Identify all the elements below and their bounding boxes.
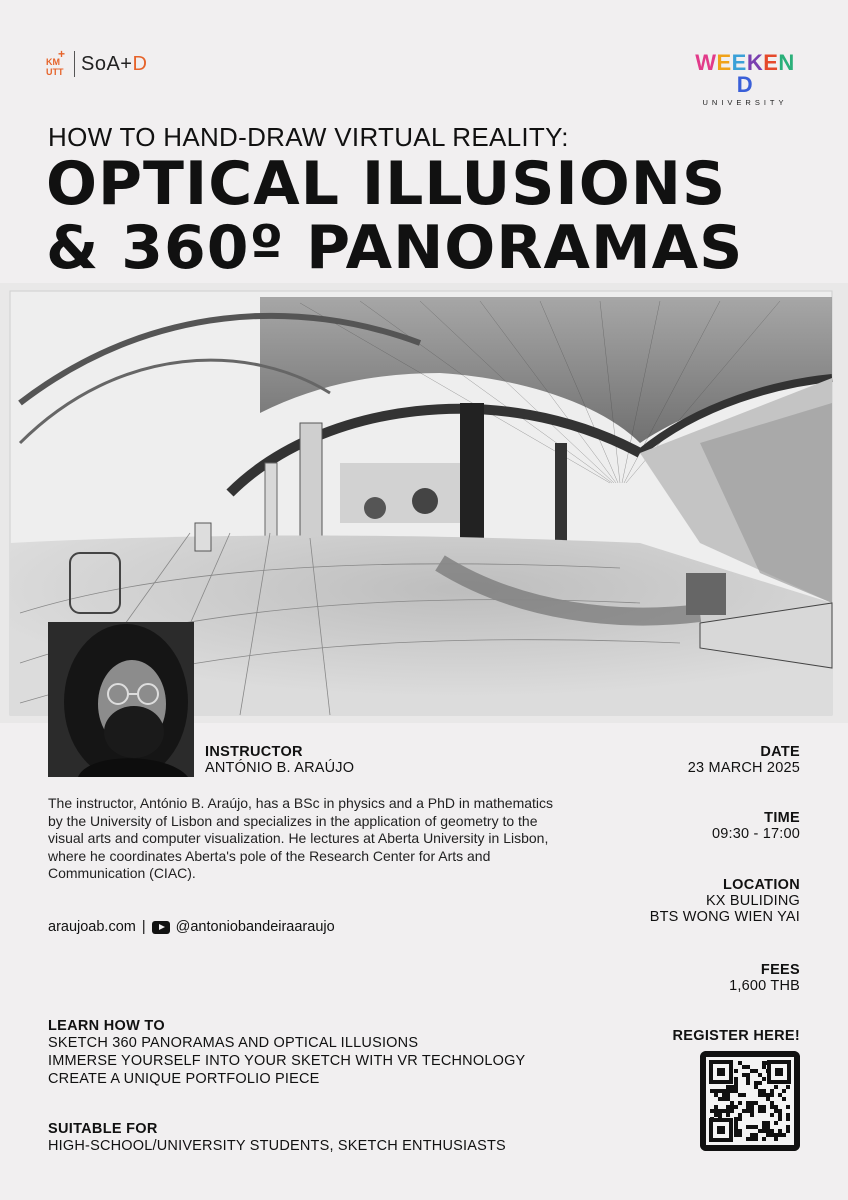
soad-accent: D <box>132 52 148 75</box>
weekend-letter: E <box>763 50 779 75</box>
location-label: LOCATION <box>722 877 800 893</box>
poster-title <box>46 149 744 283</box>
location-line-1: KX BULIDING <box>705 893 800 909</box>
fees-block <box>729 962 800 994</box>
youtube-icon <box>152 921 170 934</box>
instructor-name: ANTÓNIO B. ARAÚJO <box>205 760 355 776</box>
suitable-text: HIGH-SCHOOL/UNIVERSITY STUDENTS, SKETCH ENTHUSIASTS <box>48 1138 506 1154</box>
title-line-1: OPTICAL ILLUSIONS <box>46 149 727 219</box>
weekend-university-logo <box>690 52 800 107</box>
fees-label: FEES <box>760 962 800 978</box>
kmutt-mark-line1: KM <box>46 57 60 67</box>
soad-logo <box>46 46 147 82</box>
time-value: 09:30 - 17:00 <box>711 826 800 842</box>
title-line-2: & 360º PANORAMAS <box>46 213 744 283</box>
cross-icon: + <box>58 47 66 61</box>
learn-block <box>48 1018 525 1088</box>
weekend-letter: N <box>778 50 795 75</box>
date-label: DATE <box>760 744 800 760</box>
weekend-wordmark <box>690 52 800 96</box>
suitable-block <box>48 1121 506 1155</box>
youtube-handle-link[interactable]: @antoniobandeiraaraujo <box>175 919 335 935</box>
weekend-letter: E <box>716 50 732 75</box>
registration-qr-code[interactable] <box>700 1051 800 1151</box>
fees-value: 1,600 THB <box>729 978 800 994</box>
learn-label: LEARN HOW TO <box>48 1018 165 1034</box>
soad-text: SoA+ <box>81 52 133 75</box>
learn-item: SKETCH 360 PANORAMAS AND OPTICAL ILLUSIONS <box>48 1035 419 1051</box>
instructor-portrait-photo <box>48 622 194 777</box>
kmutt-mark-line2: UTT <box>46 67 64 77</box>
location-line-2: BTS WONG WIEN YAI <box>649 909 800 925</box>
register-label: REGISTER HERE! <box>672 1028 800 1044</box>
kmutt-logo-mark <box>46 49 68 79</box>
date-value: 23 MARCH 2025 <box>687 760 800 776</box>
weekend-letter: K <box>746 50 764 75</box>
learn-item: CREATE A UNIQUE PORTFOLIO PIECE <box>48 1071 320 1087</box>
date-block <box>688 744 800 776</box>
suitable-label: SUITABLE FOR <box>48 1121 158 1137</box>
instructor-block <box>205 744 354 776</box>
time-block <box>712 810 800 842</box>
weekend-letter: W <box>695 50 717 75</box>
poster-subtitle: HOW TO HAND-DRAW VIRTUAL REALITY: <box>48 122 569 152</box>
learn-item: IMMERSE YOURSELF INTO YOUR SKETCH WITH VR TECHNOLOGY <box>48 1053 526 1069</box>
soad-wordmark <box>81 53 147 76</box>
instructor-links <box>48 919 335 935</box>
website-link[interactable]: araujoab.com <box>48 919 136 935</box>
weekend-letter: E <box>731 50 747 75</box>
instructor-label: INSTRUCTOR <box>205 744 303 760</box>
location-block <box>650 877 800 925</box>
university-wordmark: UNIVERSITY <box>702 98 788 107</box>
link-separator: | <box>141 919 146 935</box>
instructor-bio: The instructor, António B. Araújo, has a BSc in physics and a PhD in mathematics by the University of Lisbon and specializes in the application of geometry to the visual arts and computer visualization. He lectures at Aberta University in Lisbon, where he coordinates Aberta's pole of the Research Center for Arts and Communication (CIAC). <box>48 795 554 881</box>
time-label: TIME <box>764 810 800 826</box>
logo-divider <box>74 51 75 77</box>
weekend-letter: D <box>736 72 754 97</box>
